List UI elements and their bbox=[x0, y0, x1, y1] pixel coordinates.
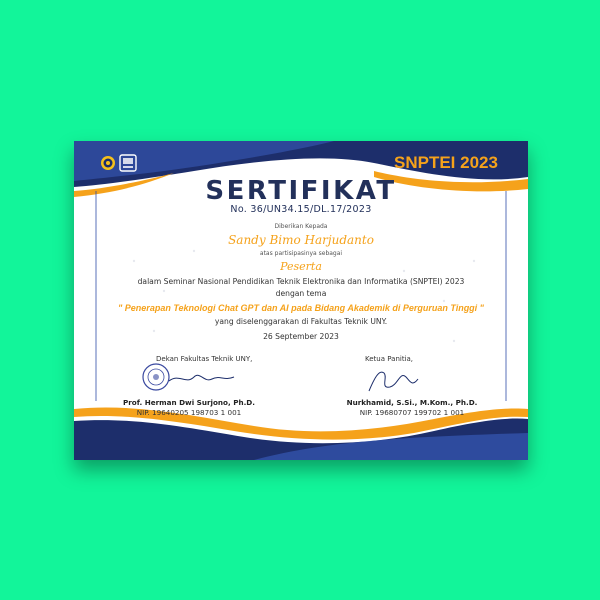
certificate-date: 26 September 2023 bbox=[263, 332, 339, 341]
dean-name: Prof. Herman Dwi Surjono, Ph.D. bbox=[122, 398, 256, 407]
event-name: SNPTEI 2023 bbox=[394, 153, 498, 172]
dean-title: Dekan Fakultas Teknik UNY, bbox=[156, 355, 253, 363]
chair-signature bbox=[369, 372, 418, 391]
uny-logo bbox=[101, 156, 115, 170]
chair-nip: NIP. 19680707 199702 1 001 bbox=[359, 408, 465, 417]
seminar-theme: " Penerapan Teknologi Chat GPT dan AI pada Bidang Akademik di Perguruan Tinggi " bbox=[118, 303, 484, 313]
seminar-line: dalam Seminar Nasional Pendidikan Teknik Elektronika dan Informatika (SNPTEI) 2023 bbox=[137, 277, 465, 286]
dean-nip: NIP. 19640205 198703 1 001 bbox=[136, 408, 242, 417]
certificate bbox=[74, 141, 528, 460]
held-by-line: yang diselenggarakan di Fakultas Teknik UNY. bbox=[214, 317, 388, 326]
dean-signature bbox=[169, 375, 234, 381]
participant-role: Peserta bbox=[280, 260, 322, 273]
certificate-title: SERTIFIKAT bbox=[205, 176, 397, 206]
chair-title: Ketua Panitia, bbox=[365, 355, 414, 363]
given-to-label: Diberikan Kepada bbox=[274, 223, 328, 230]
participation-label: atas partisipasinya sebagai bbox=[259, 250, 343, 257]
recipient-name: Sandy Bimo Harjudanto bbox=[228, 233, 374, 247]
theme-label: dengan tema bbox=[275, 289, 327, 298]
certificate-number: No. 36/UN34.15/DL.17/2023 bbox=[230, 204, 372, 215]
faculty-stamp bbox=[143, 364, 169, 390]
chair-name: Nurkhamid, S.Si., M.Kom., Ph.D. bbox=[346, 398, 478, 407]
